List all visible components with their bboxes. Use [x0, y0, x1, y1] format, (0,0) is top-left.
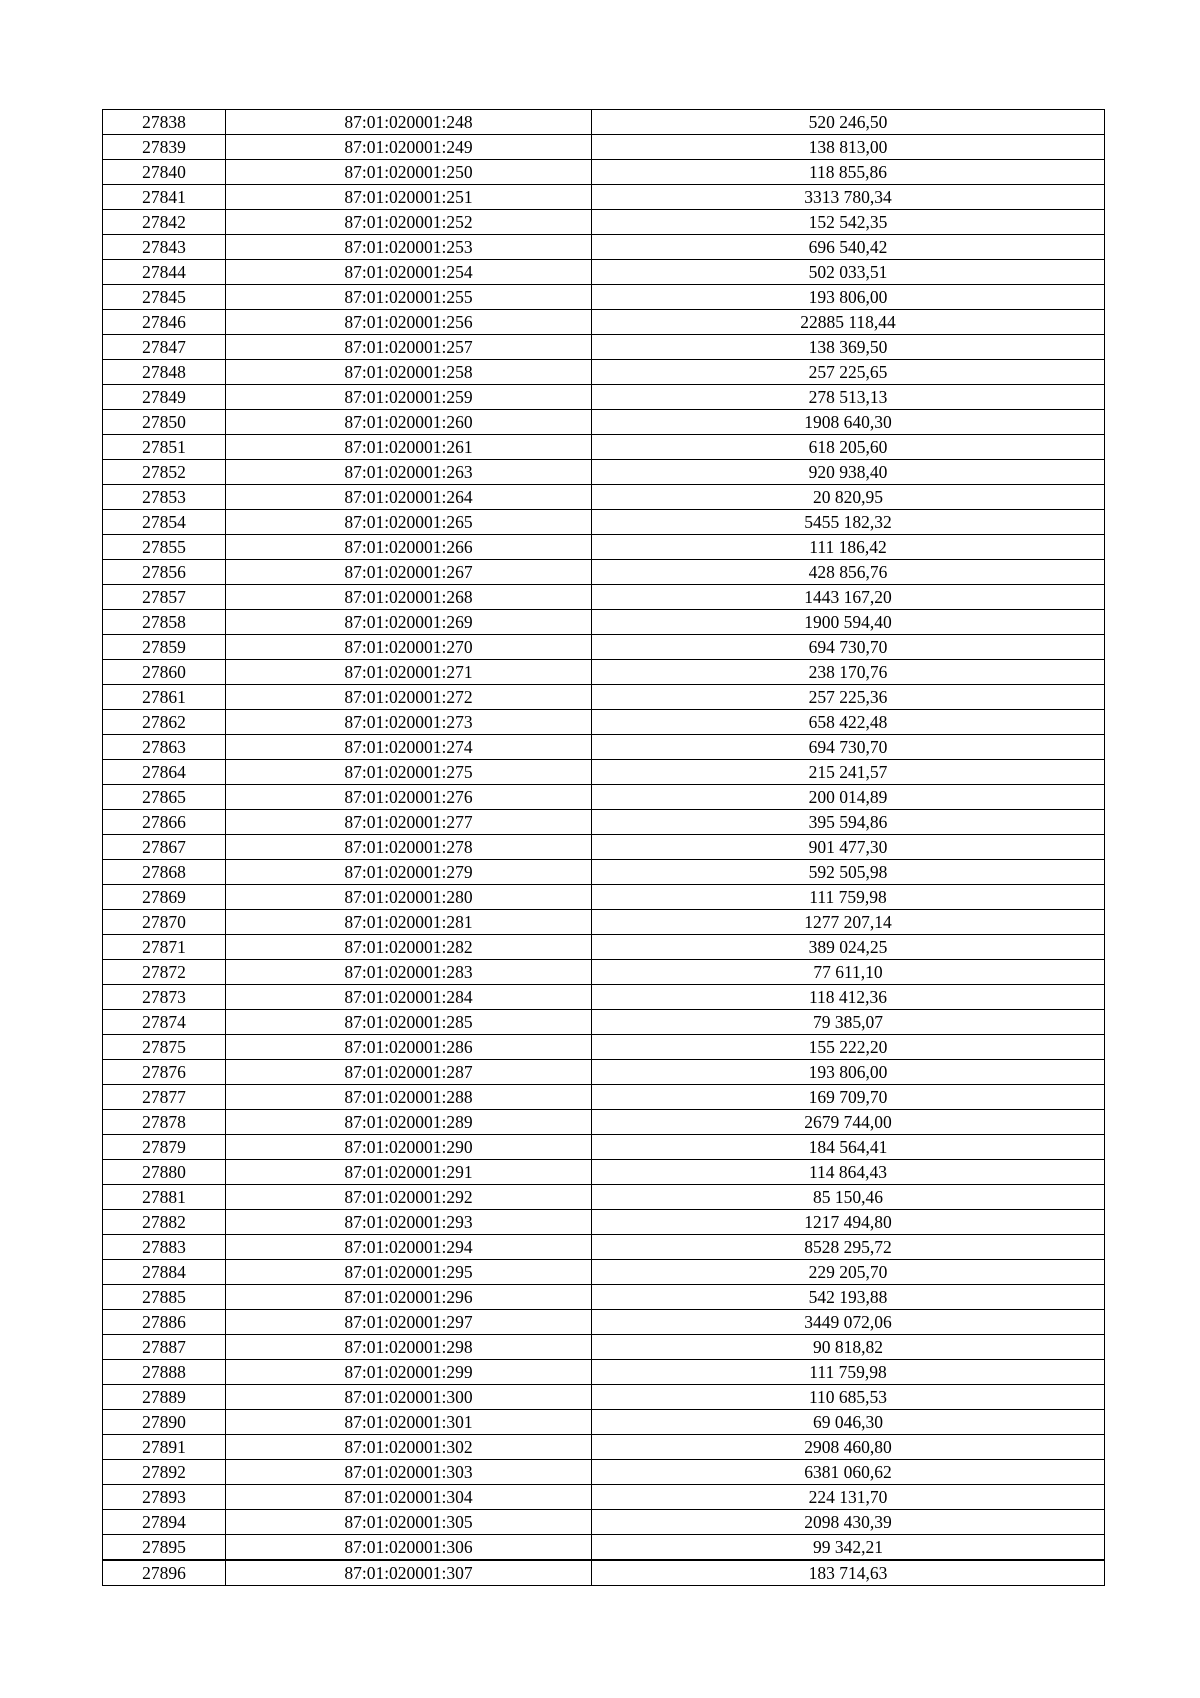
cadastral-number-cell: 87:01:020001:300	[226, 1385, 592, 1410]
table-row	[103, 1035, 1105, 1060]
row-number-cell: 27844	[103, 260, 226, 285]
cadastral-value-cell: 152 542,35	[592, 210, 1105, 235]
cadastral-value-cell: 99 342,21	[592, 1535, 1105, 1561]
cadastral-value-cell: 592 505,98	[592, 860, 1105, 885]
cadastral-value-cell: 8528 295,72	[592, 1235, 1105, 1260]
row-number-cell: 27879	[103, 1135, 226, 1160]
cadastral-number-cell: 87:01:020001:284	[226, 985, 592, 1010]
cadastral-number-cell: 87:01:020001:296	[226, 1285, 592, 1310]
row-number-cell: 27859	[103, 635, 226, 660]
cadastral-value-cell: 224 131,70	[592, 1485, 1105, 1510]
table-row	[103, 285, 1105, 310]
row-number-cell: 27843	[103, 235, 226, 260]
row-number-cell: 27896	[103, 1560, 226, 1586]
cadastral-number-cell: 87:01:020001:248	[226, 110, 592, 135]
cadastral-value-cell: 257 225,36	[592, 685, 1105, 710]
row-number-cell: 27877	[103, 1085, 226, 1110]
cadastral-value-cell: 193 806,00	[592, 285, 1105, 310]
table-row	[103, 1210, 1105, 1235]
cadastral-value-cell: 200 014,89	[592, 785, 1105, 810]
cadastral-value-cell: 3313 780,34	[592, 185, 1105, 210]
cadastral-number-cell: 87:01:020001:295	[226, 1260, 592, 1285]
row-number-cell: 27850	[103, 410, 226, 435]
table-row	[103, 185, 1105, 210]
cadastral-value-cell: 138 369,50	[592, 335, 1105, 360]
cadastral-number-cell: 87:01:020001:283	[226, 960, 592, 985]
cadastral-number-cell: 87:01:020001:272	[226, 685, 592, 710]
table-row	[103, 235, 1105, 260]
table-row	[103, 810, 1105, 835]
row-number-cell: 27870	[103, 910, 226, 935]
cadastral-value-cell: 520 246,50	[592, 110, 1105, 135]
table-row	[103, 385, 1105, 410]
table-row	[103, 760, 1105, 785]
cadastral-number-cell: 87:01:020001:256	[226, 310, 592, 335]
row-number-cell: 27838	[103, 110, 226, 135]
cadastral-number-cell: 87:01:020001:255	[226, 285, 592, 310]
cadastral-value-table	[102, 109, 1105, 1586]
cadastral-number-cell: 87:01:020001:254	[226, 260, 592, 285]
row-number-cell: 27841	[103, 185, 226, 210]
row-number-cell: 27889	[103, 1385, 226, 1410]
cadastral-value-cell: 69 046,30	[592, 1410, 1105, 1435]
cadastral-value-cell: 110 685,53	[592, 1385, 1105, 1410]
table-row	[103, 135, 1105, 160]
table-row	[103, 1510, 1105, 1535]
cadastral-value-cell: 229 205,70	[592, 1260, 1105, 1285]
cadastral-value-cell: 111 759,98	[592, 1360, 1105, 1385]
cadastral-number-cell: 87:01:020001:307	[226, 1560, 592, 1586]
table-row	[103, 460, 1105, 485]
cadastral-value-cell: 118 412,36	[592, 985, 1105, 1010]
cadastral-value-cell: 77 611,10	[592, 960, 1105, 985]
table-row	[103, 1385, 1105, 1410]
table-row	[103, 885, 1105, 910]
cadastral-value-cell: 238 170,76	[592, 660, 1105, 685]
table-row	[103, 1160, 1105, 1185]
table-row	[103, 835, 1105, 860]
row-number-cell: 27847	[103, 335, 226, 360]
row-number-cell: 27871	[103, 935, 226, 960]
cadastral-number-cell: 87:01:020001:270	[226, 635, 592, 660]
cadastral-number-cell: 87:01:020001:286	[226, 1035, 592, 1060]
table-row	[103, 1235, 1105, 1260]
row-number-cell: 27891	[103, 1435, 226, 1460]
cadastral-value-cell: 428 856,76	[592, 560, 1105, 585]
row-number-cell: 27846	[103, 310, 226, 335]
cadastral-value-cell: 389 024,25	[592, 935, 1105, 960]
cadastral-number-cell: 87:01:020001:288	[226, 1085, 592, 1110]
cadastral-number-cell: 87:01:020001:279	[226, 860, 592, 885]
cadastral-number-cell: 87:01:020001:268	[226, 585, 592, 610]
cadastral-value-cell: 901 477,30	[592, 835, 1105, 860]
cadastral-value-cell: 618 205,60	[592, 435, 1105, 460]
cadastral-value-cell: 694 730,70	[592, 735, 1105, 760]
cadastral-number-cell: 87:01:020001:259	[226, 385, 592, 410]
table-row	[103, 360, 1105, 385]
cadastral-value-cell: 85 150,46	[592, 1185, 1105, 1210]
cadastral-value-cell: 1900 594,40	[592, 610, 1105, 635]
row-number-cell: 27855	[103, 535, 226, 560]
table-row	[103, 1185, 1105, 1210]
cadastral-value-cell: 2098 430,39	[592, 1510, 1105, 1535]
row-number-cell: 27878	[103, 1110, 226, 1135]
cadastral-number-cell: 87:01:020001:250	[226, 160, 592, 185]
cadastral-number-cell: 87:01:020001:258	[226, 360, 592, 385]
cadastral-value-cell: 6381 060,62	[592, 1460, 1105, 1485]
row-number-cell: 27886	[103, 1310, 226, 1335]
row-number-cell: 27876	[103, 1060, 226, 1085]
row-number-cell: 27872	[103, 960, 226, 985]
cadastral-value-cell: 2908 460,80	[592, 1435, 1105, 1460]
table-row	[103, 735, 1105, 760]
cadastral-value-cell: 395 594,86	[592, 810, 1105, 835]
table-row	[103, 1360, 1105, 1385]
cadastral-value-cell: 502 033,51	[592, 260, 1105, 285]
cadastral-number-cell: 87:01:020001:287	[226, 1060, 592, 1085]
cadastral-number-cell: 87:01:020001:266	[226, 535, 592, 560]
cadastral-value-cell: 694 730,70	[592, 635, 1105, 660]
cadastral-value-cell: 90 818,82	[592, 1335, 1105, 1360]
row-number-cell: 27868	[103, 860, 226, 885]
table-row	[103, 710, 1105, 735]
table-row	[103, 635, 1105, 660]
cadastral-value-cell: 920 938,40	[592, 460, 1105, 485]
cadastral-value-cell: 1217 494,80	[592, 1210, 1105, 1235]
table-row	[103, 1135, 1105, 1160]
cadastral-number-cell: 87:01:020001:306	[226, 1535, 592, 1561]
cadastral-number-cell: 87:01:020001:273	[226, 710, 592, 735]
cadastral-number-cell: 87:01:020001:276	[226, 785, 592, 810]
cadastral-number-cell: 87:01:020001:257	[226, 335, 592, 360]
row-number-cell: 27851	[103, 435, 226, 460]
table-row	[103, 410, 1105, 435]
cadastral-number-cell: 87:01:020001:260	[226, 410, 592, 435]
table-row	[103, 260, 1105, 285]
row-number-cell: 27842	[103, 210, 226, 235]
cadastral-value-cell: 696 540,42	[592, 235, 1105, 260]
cadastral-value-cell: 3449 072,06	[592, 1310, 1105, 1335]
table-row	[103, 1460, 1105, 1485]
cadastral-number-cell: 87:01:020001:305	[226, 1510, 592, 1535]
row-number-cell: 27854	[103, 510, 226, 535]
cadastral-number-cell: 87:01:020001:280	[226, 885, 592, 910]
cadastral-value-cell: 2679 744,00	[592, 1110, 1105, 1135]
table-row	[103, 660, 1105, 685]
row-number-cell: 27873	[103, 985, 226, 1010]
cadastral-value-cell: 169 709,70	[592, 1085, 1105, 1110]
table-row	[103, 1260, 1105, 1285]
row-number-cell: 27849	[103, 385, 226, 410]
table-row	[103, 160, 1105, 185]
table-row	[103, 960, 1105, 985]
table-row	[103, 560, 1105, 585]
row-number-cell: 27884	[103, 1260, 226, 1285]
row-number-cell: 27856	[103, 560, 226, 585]
row-number-cell: 27881	[103, 1185, 226, 1210]
cadastral-value-cell: 193 806,00	[592, 1060, 1105, 1085]
cadastral-number-cell: 87:01:020001:271	[226, 660, 592, 685]
row-number-cell: 27892	[103, 1460, 226, 1485]
table-row	[103, 1410, 1105, 1435]
table-row	[103, 435, 1105, 460]
table-row	[103, 785, 1105, 810]
row-number-cell: 27893	[103, 1485, 226, 1510]
cadastral-number-cell: 87:01:020001:303	[226, 1460, 592, 1485]
cadastral-number-cell: 87:01:020001:281	[226, 910, 592, 935]
table-row	[103, 985, 1105, 1010]
table-row	[103, 1535, 1105, 1561]
cadastral-number-cell: 87:01:020001:263	[226, 460, 592, 485]
cadastral-number-cell: 87:01:020001:275	[226, 760, 592, 785]
cadastral-number-cell: 87:01:020001:265	[226, 510, 592, 535]
cadastral-number-cell: 87:01:020001:249	[226, 135, 592, 160]
cadastral-value-cell: 1443 167,20	[592, 585, 1105, 610]
table-row	[103, 535, 1105, 560]
cadastral-value-cell: 22885 118,44	[592, 310, 1105, 335]
table-row	[103, 335, 1105, 360]
row-number-cell: 27845	[103, 285, 226, 310]
cadastral-value-cell: 111 186,42	[592, 535, 1105, 560]
cadastral-number-cell: 87:01:020001:291	[226, 1160, 592, 1185]
table-row	[103, 1085, 1105, 1110]
cadastral-number-cell: 87:01:020001:264	[226, 485, 592, 510]
cadastral-value-cell: 20 820,95	[592, 485, 1105, 510]
row-number-cell: 27883	[103, 1235, 226, 1260]
table-row	[103, 935, 1105, 960]
cadastral-number-cell: 87:01:020001:282	[226, 935, 592, 960]
table-row	[103, 485, 1105, 510]
cadastral-value-cell: 155 222,20	[592, 1035, 1105, 1060]
cadastral-value-cell: 183 714,63	[592, 1560, 1105, 1586]
cadastral-value-cell: 114 864,43	[592, 1160, 1105, 1185]
cadastral-number-cell: 87:01:020001:293	[226, 1210, 592, 1235]
row-number-cell: 27862	[103, 710, 226, 735]
row-number-cell: 27885	[103, 1285, 226, 1310]
row-number-cell: 27880	[103, 1160, 226, 1185]
cadastral-number-cell: 87:01:020001:251	[226, 185, 592, 210]
cadastral-number-cell: 87:01:020001:285	[226, 1010, 592, 1035]
row-number-cell: 27864	[103, 760, 226, 785]
table-row	[103, 1485, 1105, 1510]
cadastral-number-cell: 87:01:020001:278	[226, 835, 592, 860]
row-number-cell: 27887	[103, 1335, 226, 1360]
row-number-cell: 27890	[103, 1410, 226, 1435]
cadastral-value-cell: 215 241,57	[592, 760, 1105, 785]
cadastral-number-cell: 87:01:020001:301	[226, 1410, 592, 1435]
row-number-cell: 27853	[103, 485, 226, 510]
row-number-cell: 27857	[103, 585, 226, 610]
table-body	[103, 110, 1105, 1586]
cadastral-number-cell: 87:01:020001:261	[226, 435, 592, 460]
table-row	[103, 510, 1105, 535]
cadastral-value-cell: 257 225,65	[592, 360, 1105, 385]
cadastral-number-cell: 87:01:020001:299	[226, 1360, 592, 1385]
cadastral-number-cell: 87:01:020001:304	[226, 1485, 592, 1510]
row-number-cell: 27858	[103, 610, 226, 635]
table-row	[103, 585, 1105, 610]
cadastral-number-cell: 87:01:020001:298	[226, 1335, 592, 1360]
cadastral-value-cell: 111 759,98	[592, 885, 1105, 910]
cadastral-number-cell: 87:01:020001:302	[226, 1435, 592, 1460]
cadastral-value-cell: 79 385,07	[592, 1010, 1105, 1035]
table-row	[103, 110, 1105, 135]
cadastral-value-cell: 118 855,86	[592, 160, 1105, 185]
row-number-cell: 27867	[103, 835, 226, 860]
row-number-cell: 27869	[103, 885, 226, 910]
table-row	[103, 1285, 1105, 1310]
cadastral-number-cell: 87:01:020001:294	[226, 1235, 592, 1260]
table-row	[103, 1560, 1105, 1586]
cadastral-value-cell: 542 193,88	[592, 1285, 1105, 1310]
cadastral-value-cell: 1908 640,30	[592, 410, 1105, 435]
table-row	[103, 1310, 1105, 1335]
table-row	[103, 1435, 1105, 1460]
cadastral-value-cell: 138 813,00	[592, 135, 1105, 160]
row-number-cell: 27863	[103, 735, 226, 760]
cadastral-value-cell: 278 513,13	[592, 385, 1105, 410]
cadastral-number-cell: 87:01:020001:277	[226, 810, 592, 835]
row-number-cell: 27894	[103, 1510, 226, 1535]
row-number-cell: 27839	[103, 135, 226, 160]
cadastral-number-cell: 87:01:020001:290	[226, 1135, 592, 1160]
row-number-cell: 27875	[103, 1035, 226, 1060]
cadastral-number-cell: 87:01:020001:253	[226, 235, 592, 260]
table-row	[103, 1110, 1105, 1135]
row-number-cell: 27861	[103, 685, 226, 710]
row-number-cell: 27866	[103, 810, 226, 835]
table-row	[103, 1335, 1105, 1360]
cadastral-number-cell: 87:01:020001:252	[226, 210, 592, 235]
row-number-cell: 27874	[103, 1010, 226, 1035]
cadastral-number-cell: 87:01:020001:274	[226, 735, 592, 760]
row-number-cell: 27852	[103, 460, 226, 485]
table-row	[103, 1060, 1105, 1085]
row-number-cell: 27888	[103, 1360, 226, 1385]
table-row	[103, 860, 1105, 885]
row-number-cell: 27882	[103, 1210, 226, 1235]
cadastral-value-cell: 184 564,41	[592, 1135, 1105, 1160]
cadastral-number-cell: 87:01:020001:292	[226, 1185, 592, 1210]
row-number-cell: 27860	[103, 660, 226, 685]
table-row	[103, 910, 1105, 935]
cadastral-value-cell: 5455 182,32	[592, 510, 1105, 535]
row-number-cell: 27840	[103, 160, 226, 185]
cadastral-value-cell: 1277 207,14	[592, 910, 1105, 935]
cadastral-value-cell: 658 422,48	[592, 710, 1105, 735]
table-row	[103, 310, 1105, 335]
row-number-cell: 27848	[103, 360, 226, 385]
table-row	[103, 610, 1105, 635]
table-row	[103, 685, 1105, 710]
row-number-cell: 27895	[103, 1535, 226, 1561]
table-row	[103, 210, 1105, 235]
table-row	[103, 1010, 1105, 1035]
row-number-cell: 27865	[103, 785, 226, 810]
cadastral-number-cell: 87:01:020001:289	[226, 1110, 592, 1135]
cadastral-number-cell: 87:01:020001:297	[226, 1310, 592, 1335]
cadastral-number-cell: 87:01:020001:267	[226, 560, 592, 585]
cadastral-number-cell: 87:01:020001:269	[226, 610, 592, 635]
